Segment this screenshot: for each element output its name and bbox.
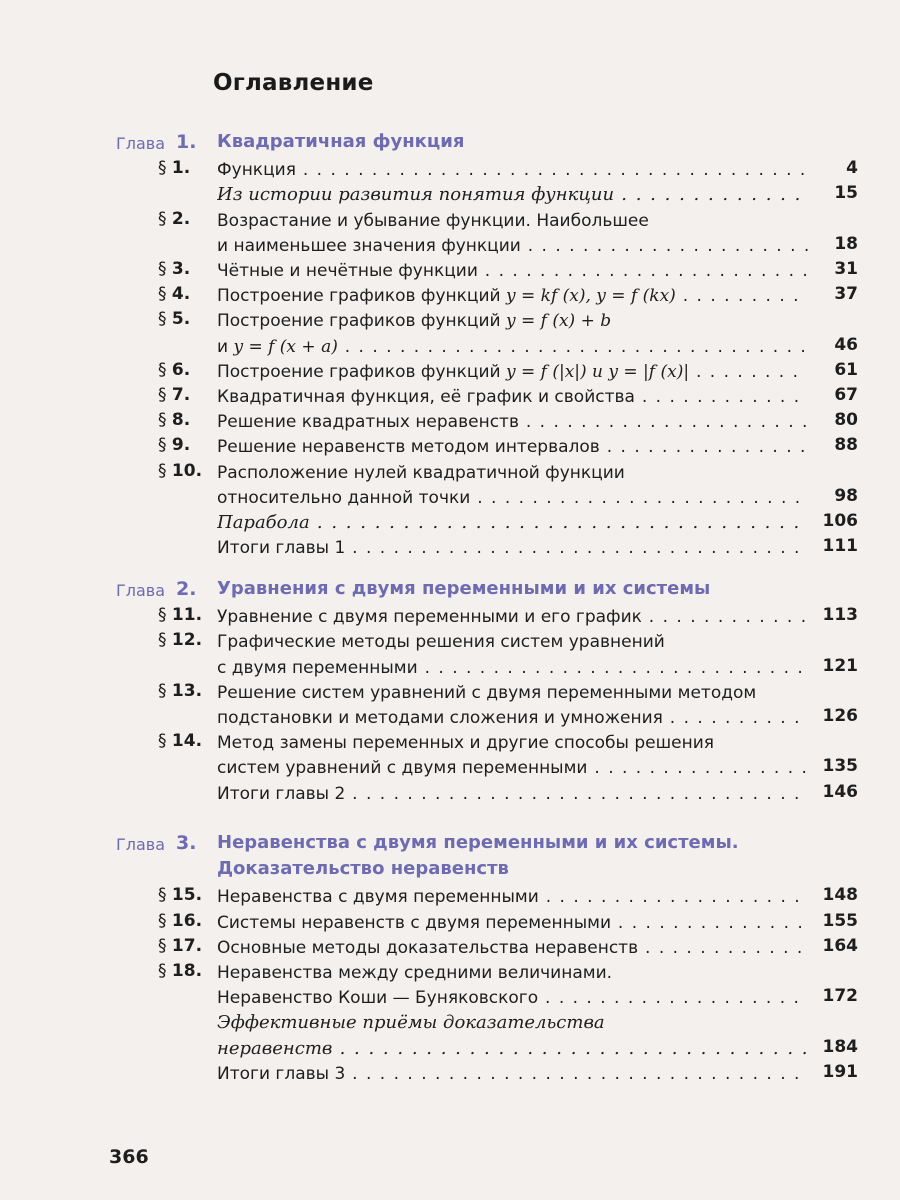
section-entry (0, 461, 900, 486)
section-sign: § (158, 961, 172, 981)
section-entry (0, 309, 900, 334)
section-entry (0, 885, 900, 910)
section-sign: § (158, 605, 172, 626)
toc-entry (0, 183, 900, 208)
formula: y = kf (x), y = f (kx) (505, 286, 676, 307)
chapter-heading (0, 131, 900, 155)
section-title: Возрастание и убывание функции. Наибольшее (217, 210, 649, 231)
section-title: Квадратичная функция, её график и свойства . . . (217, 386, 808, 408)
page-title: Оглавление (213, 70, 374, 96)
section-title: Построение графиков функций y = kf (x), y = f (kx) . . . (217, 285, 808, 307)
section-entry (0, 209, 900, 234)
page-ref: 191 (822, 1061, 858, 1082)
section-title: Неравенства между средними величинами. (217, 963, 613, 983)
section-number: § 7. (158, 385, 191, 405)
page-ref: 67 (834, 385, 858, 405)
section-entry (0, 234, 900, 259)
toc-entry (0, 1011, 900, 1036)
section-title: Итоги главы 1 . . . (217, 537, 808, 559)
formula: y = f (x) + b (505, 311, 612, 332)
chapter-number: 2. (176, 578, 197, 600)
section-entry (0, 681, 900, 706)
section-number: § 9. (158, 435, 191, 456)
section-title: Решение квадратных неравенств . . . (217, 411, 808, 433)
section-entry (0, 158, 900, 183)
chapter-label: Глава (116, 835, 166, 854)
section-number: § 15. (158, 885, 203, 906)
section-number: § 10. (158, 460, 203, 481)
section-title: Эффективные приёмы доказательства (217, 1012, 605, 1034)
page-ref: 148 (822, 885, 858, 906)
formula: y = f (x + a) (233, 336, 338, 357)
section-title: Основные методы доказательства неравенств . . . (217, 937, 808, 959)
chapter-label: Глава (116, 581, 166, 600)
section-title: Неравенство Коши — Буняковского . . . (217, 987, 808, 1009)
section-sign: § (158, 158, 172, 179)
section-title: и наименьшее значения функции . . . (217, 235, 808, 257)
section-title: Итоги главы 2 . . . (217, 783, 808, 805)
chapter-heading (0, 858, 900, 882)
section-title: Построение графиков функций y = f (x) + b (217, 311, 612, 332)
section-sign: § (158, 385, 172, 405)
section-sign: § (158, 630, 172, 651)
page-ref: 31 (834, 259, 858, 279)
section-sign: § (158, 309, 172, 330)
section-entry (0, 486, 900, 511)
section-entry (0, 360, 900, 385)
page-ref: 18 (834, 233, 858, 254)
page-ref: 46 (834, 334, 858, 355)
section-title: Уравнение с двумя переменными и его график . . . (217, 606, 808, 628)
chapter-title: Квадратичная функция (217, 131, 465, 152)
section-title: неравенств . . . (217, 1038, 808, 1060)
section-sign: § (158, 359, 172, 380)
page-ref: 37 (834, 284, 858, 305)
section-title: относительно данной точки . . . (217, 487, 808, 509)
section-title: Из истории развития понятия функции . . . (217, 184, 808, 206)
section-sign: § (158, 885, 172, 906)
section-entry (0, 259, 900, 284)
chapter-number: 1. (176, 131, 197, 153)
section-sign: § (158, 259, 172, 279)
section-title: Системы неравенств с двумя переменными . . . (217, 912, 808, 934)
section-sign: § (158, 435, 172, 456)
section-entry (0, 911, 900, 936)
page-ref: 15 (834, 183, 858, 204)
section-entry (0, 656, 900, 681)
section-entry (0, 731, 900, 756)
section-title: Расположение нулей квадратичной функции (217, 462, 625, 483)
page-ref: 172 (822, 986, 858, 1007)
section-title: Функция . . . (217, 159, 808, 181)
toc-entry (0, 536, 900, 561)
section-sign: § (158, 208, 172, 229)
section-entry (0, 706, 900, 731)
page-ref: 111 (822, 536, 858, 557)
section-title: Метод замены переменных и другие способы решения (217, 733, 714, 754)
section-number: § 3. (158, 259, 191, 279)
page-ref: 4 (846, 158, 858, 179)
page-ref: 146 (822, 781, 858, 802)
page-ref: 126 (822, 706, 858, 726)
section-sign: § (158, 284, 172, 305)
section-sign: § (158, 731, 172, 752)
section-title: Построение графиков функций y = f (|x|) и y = |f (x)| . . . (217, 361, 808, 383)
section-entry (0, 284, 900, 309)
chapter-heading (0, 832, 900, 856)
section-title: Решение систем уравнений с двумя переменными методом (217, 682, 757, 703)
section-sign: § (158, 410, 172, 431)
page-number: 366 (109, 1146, 149, 1168)
section-number: § 11. (158, 605, 203, 626)
page-ref: 184 (822, 1036, 858, 1057)
section-number: § 13. (158, 680, 203, 701)
section-entry (0, 936, 900, 961)
section-entry (0, 986, 900, 1011)
section-number: § 16. (158, 910, 203, 931)
section-title: Графические методы решения систем уравнений (217, 632, 665, 653)
section-number: § 18. (158, 961, 203, 981)
chapter-title: Уравнения с двумя переменными и их системы (217, 578, 711, 599)
section-number: § 2. (158, 208, 191, 229)
section-entry (0, 335, 900, 360)
toc-entry (0, 782, 900, 807)
section-number: § 6. (158, 359, 191, 380)
section-sign: § (158, 935, 172, 956)
toc-entry (0, 1037, 900, 1062)
section-title: Неравенства с двумя переменными . . . (217, 886, 808, 908)
page-ref: 121 (822, 655, 858, 676)
chapter-number: 3. (176, 832, 197, 854)
section-title: Решение неравенств методом интервалов . . . (217, 436, 808, 458)
section-number: § 14. (158, 731, 203, 752)
chapter-label: Глава (116, 134, 166, 153)
page-ref: 80 (834, 410, 858, 431)
page-ref: 88 (834, 435, 858, 456)
section-title: с двумя переменными . . . (217, 657, 808, 679)
page-ref: 98 (834, 485, 858, 506)
section-number: § 4. (158, 284, 191, 305)
page-ref: 164 (822, 935, 858, 956)
section-number: § 5. (158, 309, 191, 330)
section-sign: § (158, 680, 172, 701)
page-ref: 113 (822, 605, 858, 626)
toc-entry (0, 511, 900, 536)
section-title: Парабола . . . (217, 512, 808, 534)
section-entry (0, 435, 900, 460)
page-ref: 106 (822, 511, 858, 531)
section-entry (0, 605, 900, 630)
section-number: § 1. (158, 158, 191, 179)
section-entry (0, 410, 900, 435)
chapter-title: Неравенства с двумя переменными и их системы. (217, 832, 739, 853)
section-sign: § (158, 460, 172, 481)
section-entry (0, 385, 900, 410)
section-title: и y = f (x + a) . . . (217, 336, 808, 358)
chapter-title: Доказательство неравенств (217, 858, 509, 880)
section-title: Чётные и нечётные функции . . . (217, 260, 808, 282)
section-title: Итоги главы 3 . . . (217, 1063, 808, 1085)
section-entry (0, 961, 900, 986)
section-title: подстановки и методами сложения и умножения . . . (217, 707, 808, 729)
section-number: § 12. (158, 630, 203, 651)
page-ref: 155 (822, 910, 858, 931)
page-ref: 135 (822, 756, 858, 777)
section-number: § 8. (158, 410, 191, 431)
section-sign: § (158, 910, 172, 931)
toc-entry (0, 1062, 900, 1087)
formula: y = f (|x|) и y = |f (x)| (505, 361, 690, 382)
page-ref: 61 (834, 359, 858, 380)
section-entry (0, 756, 900, 781)
section-title: систем уравнений с двумя переменными . . . (217, 757, 808, 779)
section-entry (0, 630, 900, 655)
chapter-heading (0, 578, 900, 602)
section-number: § 17. (158, 935, 203, 956)
